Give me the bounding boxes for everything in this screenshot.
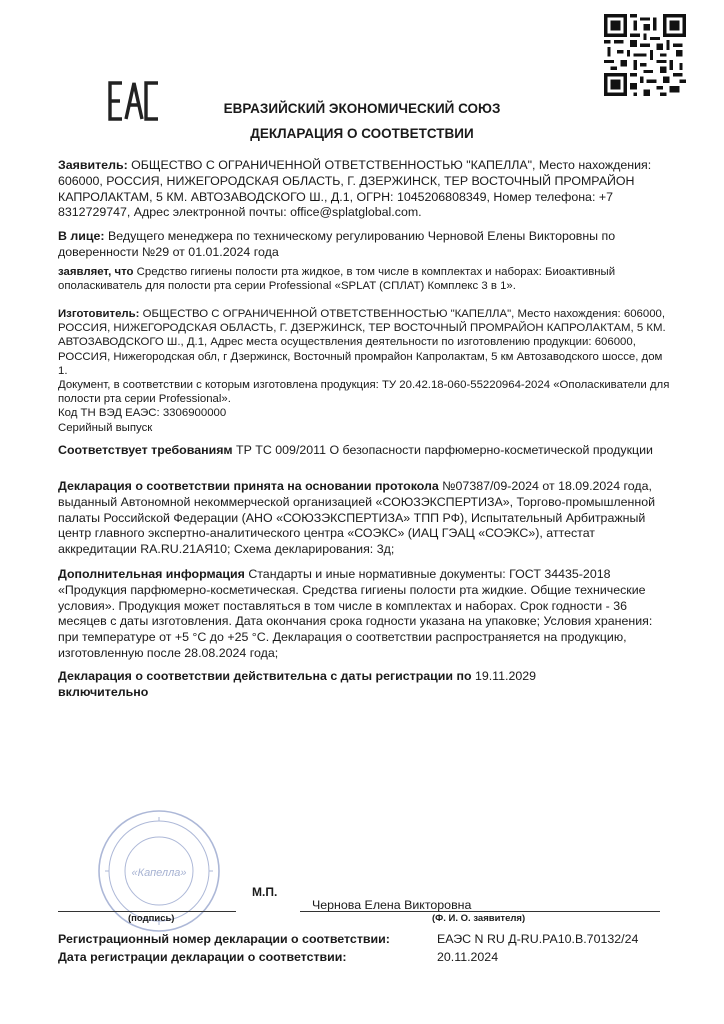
reg-date: 20.11.2024 <box>437 950 499 964</box>
validity-label: Декларация о соответствии действительна с даты регистрации по <box>58 669 472 683</box>
requirements-text: ТР ТС 009/2011 О безопасности парфюмерно-косметической продукции <box>232 443 653 457</box>
reg-date-label: Дата регистрации декларации о соответствии: <box>58 950 347 964</box>
page-title: ДЕКЛАРАЦИЯ О СООТВЕТСТВИИ <box>250 126 474 141</box>
signature-line <box>58 911 236 912</box>
manufacturer-label: Изготовитель: <box>58 308 140 320</box>
manufacturer-text: ОБЩЕСТВО С ОГРАНИЧЕННОЙ ОТВЕТСТВЕННОСТЬЮ "КАПЕЛЛА", Место нахождения: 606000, РОССИЯ, НИЖЕГОРОДСКАЯ ОБЛАСТЬ, Г. ДЗЕРЖИНСК, ТЕР ВОСТОЧНЫЙ ПРОМРАЙОН КАПРОЛАКТАМ, 5 КМ. АВТОЗАВОДСКОГО Ш., Д.1, Адрес места осуществления деятельности по изготовлению продукции: 606000, РОССИЯ, Нижегородская обл, г Дзержинск, Восточный промрайон Капролактам, 5 км Автозаводского шоссе, дом 1. <box>58 308 666 377</box>
person-text: Ведущего менеджера по техническому регулированию Черновой Елены Викторовны по доверенности №29 от 01.01.2024 года <box>58 229 616 259</box>
declares-text: Средство гигиены полости рта жидкое, в том числе в комплектах и наборах: Биоактивный ополаскиватель для полости рта серии Professional «SPLAT (СПЛАТ) Комплекс 3 в 1». <box>58 266 616 293</box>
signature-label: (подпись) <box>128 913 175 924</box>
manufacturer-document: Документ, в соответствии с которым изготовлена продукция: ТУ 20.42.18-060-55220964-2024 «Ополаскиватели для полости рта серии Professional». <box>58 379 670 406</box>
manufacturer-block <box>58 307 670 435</box>
declares-block <box>58 265 670 293</box>
stamp-text: «Капелла» <box>131 867 187 879</box>
union-title: ЕВРАЗИЙСКИЙ ЭКОНОМИЧЕСКИЙ СОЮЗ <box>223 101 501 116</box>
manufacturer-series: Серийный выпуск <box>58 421 153 434</box>
basis-block <box>58 479 670 558</box>
validity-suffix: включительно <box>58 684 149 699</box>
qr-code-icon <box>604 14 686 96</box>
reg-number-label: Регистрационный номер декларации о соответствии: <box>58 932 390 946</box>
additional-block <box>58 567 670 662</box>
basis-label: Декларация о соответствии принята на основании протокола <box>58 479 439 493</box>
additional-text: Стандарты и иные нормативные документы: ГОСТ 34435-2018 «Продукция парфюмерно-косметическая. Средства гигиены полости рта жидкие. Общие технические условия». Продукция может поставляться в том числе в комплектах и наборах. Срок годности - 36 месяцев с даты изготовления. Дата окончания срока годности указана на упаковке; Условия хранения: при температуре от +5 °С до +25 °С. Декларация о соответствии распространяется на продукцию, изготовленную после 28.08.2024 года; <box>58 567 653 660</box>
mp-label: М.П. <box>252 885 278 899</box>
validity-date: 19.11.2029 <box>471 669 537 683</box>
basis-text: №07387/09-2024 от 18.09.2024 года, выданный Автономной некоммерческой организацией «СОЮЗЭКСПЕРТИЗА», Торгово-промышленной палаты Российской Федерации (АНО «СОЮЗЭКСПЕРТИЗА» ТПП РФ), Испытательный Арбитражный центр главного экспертно-аналитического центра «СОЭКС» (ИАЦ ГЭАЦ «СОЭКС»), аттестат аккредитации RA.RU.21АЯ10; Схема декларирования: 3д; <box>58 479 656 557</box>
reg-number: ЕАЭС N RU Д-RU.PA10.B.70132/24 <box>437 932 639 946</box>
requirements-label: Соответствует требованиям <box>58 443 233 457</box>
person-label: В лице: <box>58 229 105 243</box>
manufacturer-code: Код ТН ВЭД ЕАЭС: 3306900000 <box>58 407 227 420</box>
applicant-label: Заявитель: <box>58 158 128 172</box>
validity-block <box>58 669 670 701</box>
additional-label: Дополнительная информация <box>58 567 245 581</box>
requirements-block <box>58 443 670 459</box>
person-block <box>58 229 670 261</box>
applicant-text: ОБЩЕСТВО С ОГРАНИЧЕННОЙ ОТВЕТСТВЕННОСТЬЮ "КАПЕЛЛА", Место нахождения: 606000, РОССИЯ, НИЖЕГОРОДСКАЯ ОБЛАСТЬ, Г. ДЗЕРЖИНСК, ТЕР ВОСТОЧНЫЙ ПРОМРАЙОН КАПРОЛАКТАМ, 5 КМ. АВТОЗАВОДСКОГО Ш., Д.1, ОГРН: 1045206808349, Номер телефона: +7 8312729747, Адрес электронной почты: office@splatglobal.com. <box>58 158 652 220</box>
fio-label: (Ф. И. О. заявителя) <box>432 913 526 924</box>
fio-line <box>300 911 660 912</box>
applicant-block <box>58 158 670 221</box>
applicant-name: Чернова Елена Викторовна <box>312 898 472 912</box>
declares-label: заявляет, что <box>58 266 134 278</box>
